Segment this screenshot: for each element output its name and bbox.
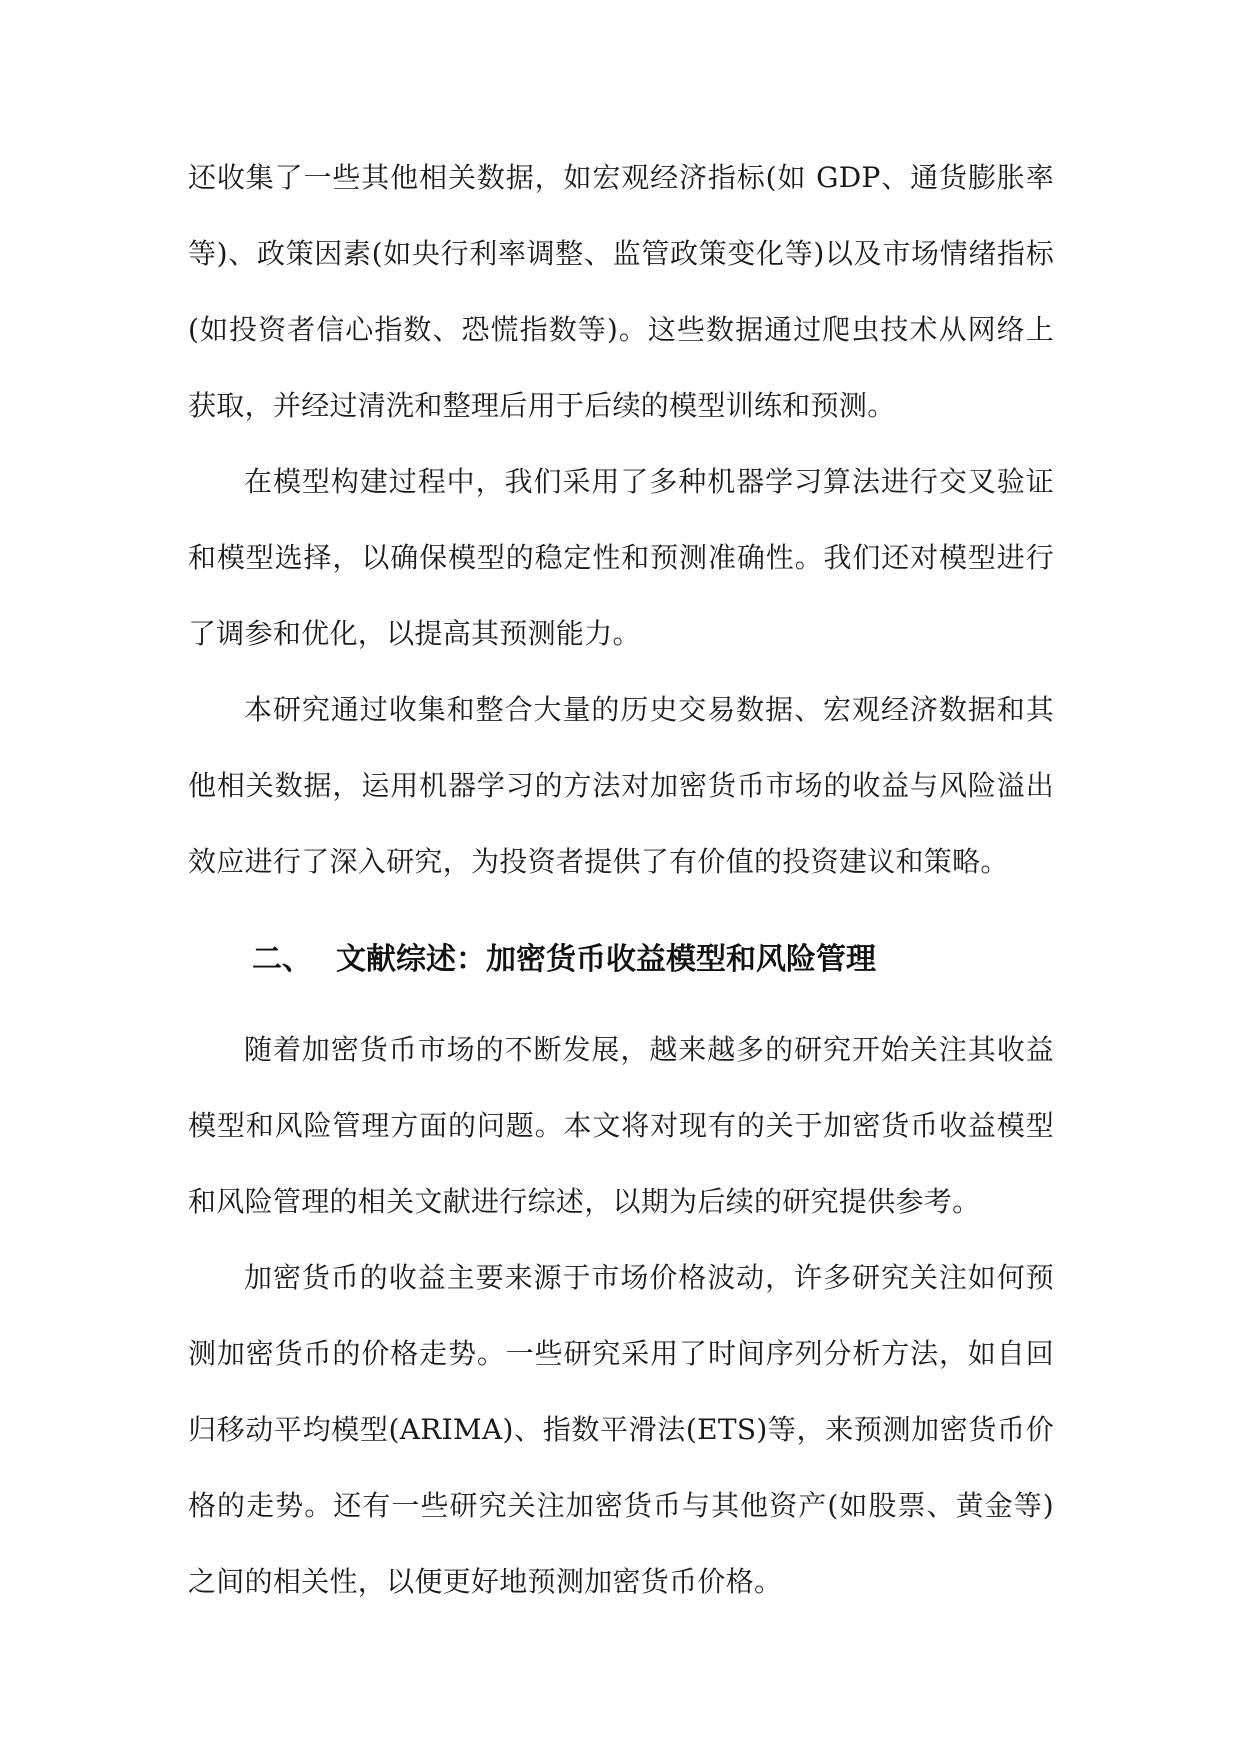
paragraph-model-construction: 在模型构建过程中，我们采用了多种机器学习算法进行交叉验证和模型选择，以确保模型的稳定性和预测准确性。我们还对模型进行了调参和优化，以提高其预测能力。: [188, 465, 1054, 650]
paragraph-literature-intro: 随着加密货币市场的不断发展，越来越多的研究开始关注其收益模型和风险管理方面的问题。本文将对现有的关于加密货币收益模型和风险管理的相关文献进行综述，以期为后续的研究提供参考。: [188, 1033, 1054, 1218]
section-heading: [188, 922, 1054, 998]
section-number: 二、: [252, 942, 312, 977]
paragraph-price-prediction: 加密货币的收益主要来源于市场价格波动，许多研究关注如何预测加密货币的价格走势。一些研究采用了时间序列分析方法，如自回归移动平均模型(ARIMA)、指数平滑法(ETS)等，来预测加密货币价格的走势。还有一些研究关注加密货币与其他资产(如股票、黄金等)之间的相关性，以便更好地预测加密货币价格。: [188, 1261, 1054, 1598]
paragraph-research-summary: 本研究通过收集和整合大量的历史交易数据、宏观经济数据和其他相关数据，运用机器学习的方法对加密货币市场的收益与风险溢出效应进行了深入研究，为投资者提供了有价值的投资建议和策略。: [188, 693, 1054, 878]
paragraph-data-sources: 还收集了一些其他相关数据，如宏观经济指标(如 GDP、通货膨胀率等)、政策因素(如央行利率调整、监管政策变化等)以及市场情绪指标(如投资者信心指数、恐慌指数等)。这些数据通过爬虫技术从网络上获取，并经过清洗和整理后用于后续的模型训练和预测。: [188, 161, 1054, 422]
section-title: 文献综述：加密货币收益模型和风险管理: [336, 942, 876, 977]
document-body: [188, 140, 1054, 1620]
